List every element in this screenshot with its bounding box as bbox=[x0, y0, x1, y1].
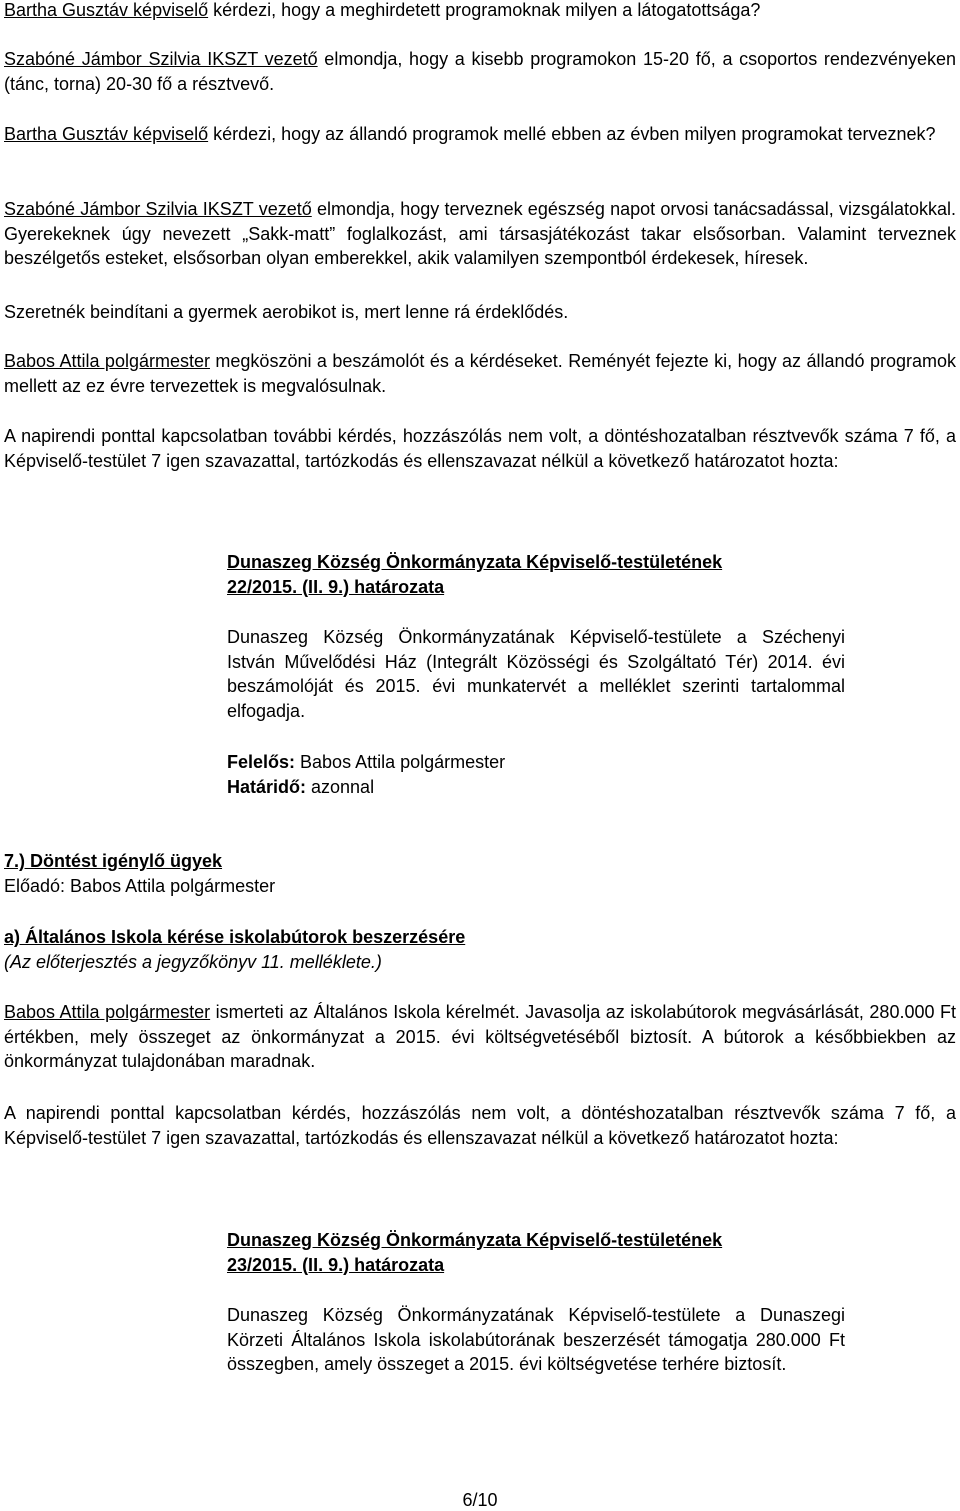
paragraph-text: ismerteti az Általános Iskola kérelmét. Javasolja az iskolabútorok megvásárlását, 280.000 Ft értékben, mely összeget az önkormányzat a 2015. évi költségvetéséből biztosít. A bútorok a későbbiekben az önkormányzat tulajdonában maradnak. bbox=[4, 1002, 956, 1071]
section-7-heading bbox=[4, 849, 956, 874]
paragraph-text: Szeretnék beindítani a gyermek aerobikot is, mert lenne rá érdeklődés. bbox=[4, 302, 569, 322]
paragraph-text: kérdezi, hogy a meghirdetett programoknak milyen a látogatottsága? bbox=[208, 0, 761, 20]
vote-statement-2: A napirendi ponttal kapcsolatban kérdés, hozzászólás nem volt, a döntéshozatalban résztvevők száma 7 fő, a Képviselő-testület 7 igen szavazattal, tartózkodás és ellenszavazat nélkül a következő határozatot hozta: bbox=[4, 1103, 956, 1148]
paragraph-text: kérdezi, hogy az állandó programok mellé ebben az évben milyen programokat terveznek? bbox=[208, 124, 936, 144]
responsible-value: Babos Attila polgármester bbox=[295, 752, 506, 772]
resolution-responsible bbox=[227, 750, 845, 775]
answer-programs bbox=[4, 197, 956, 271]
paragraph-text: megköszöni a beszámolót és a kérdéseket. Reményét fejezte ki, hogy az állandó programok mellett az ez évre tervezettek is megvalósulnak. bbox=[4, 351, 956, 396]
speaker-name: Bartha Gusztáv képviselő bbox=[4, 0, 209, 20]
resolution-body-1: Dunaszeg Község Önkormányzatának Képviselő-testülete a Széchenyi István Művelődési Ház (Integrált Közösségi és Szolgáltató Tér) 2014. évi beszámolóját és 2015. évi munkatervét a melléklet szerinti tartalommal elfogadja. bbox=[227, 627, 845, 721]
resolution-body-2: Dunaszeg Község Önkormányzatának Képviselő-testülete a Dunaszegi Körzeti Általános Iskola iskolabútorának beszerzését támogatja 280.000 Ft összegben, amely összeget a 2015. évi költségvetése terhére biztosít. bbox=[227, 1305, 845, 1374]
resolution-title-1 bbox=[227, 550, 845, 599]
resolution-heading: Dunaszeg Község Önkormányzata Képviselő-testületének bbox=[227, 552, 723, 572]
section-7-presenter: Előadó: Babos Attila polgármester bbox=[4, 876, 276, 896]
resolution-heading: Dunaszeg Község Önkormányzata Képviselő-testületének bbox=[227, 1230, 723, 1250]
resolution-title-2 bbox=[227, 1228, 845, 1277]
speaker-name: Szabóné Jámbor Szilvia IKSZT vezető bbox=[4, 49, 318, 69]
mayor-thanks bbox=[4, 349, 956, 398]
mayor-intro bbox=[4, 1000, 956, 1074]
resolution-number: 22/2015. (II. 9.) határozata bbox=[227, 576, 445, 597]
speaker-name: Babos Attila polgármester bbox=[4, 351, 210, 371]
page-number: 6/10 bbox=[462, 1490, 498, 1510]
paragraph-text: elmondja, hogy terveznek egészség napot orvosi tanácsadással, vizsgálatokkal. Gyerekeknek úgy nevezett „Sakk-matt” foglalkozást, ami társasjátékozást takar elsősorban. Valamint terveznek beszélgetős esteket, elsősorban olyan emberekkel, akik valamilyen szempontból érdekesek, híresek. bbox=[4, 199, 956, 268]
question-programs bbox=[4, 122, 956, 147]
answer-visitors bbox=[4, 47, 956, 96]
paragraph-text: elmondja, hogy a kisebb programokon 15-20 fő, a csoportos rendezvényeken (tánc, torna) 20-30 fő a résztvevő. bbox=[4, 49, 956, 94]
section-heading: 7.) Döntést igénylő ügyek bbox=[4, 851, 223, 871]
resolution-number: 23/2015. (II. 9.) határozata bbox=[227, 1254, 445, 1275]
deadline-label: Határidő: bbox=[227, 777, 307, 797]
responsible-label: Felelős: bbox=[227, 752, 296, 772]
speaker-name: Szabóné Jámbor Szilvia IKSZT vezető bbox=[4, 199, 312, 219]
speaker-name: Babos Attila polgármester bbox=[4, 1002, 211, 1022]
vote-statement-1: A napirendi ponttal kapcsolatban további kérdés, hozzászólás nem volt, a döntéshozatalban résztvevők száma 7 fő, a Képviselő-testület 7 igen szavazattal, tartózkodás és ellenszavazat nélkül a következő határozatot hozta: bbox=[4, 426, 956, 471]
speaker-name: Bartha Gusztáv képviselő bbox=[4, 124, 209, 144]
item-heading: a) Általános Iskola kérése iskolabútorok beszerzésére bbox=[4, 927, 466, 947]
resolution-deadline bbox=[227, 775, 845, 800]
aerobic-plan bbox=[4, 300, 956, 325]
item-a-note: (Az előterjesztés a jegyzőkönyv 11. melléklete.) bbox=[4, 952, 382, 972]
deadline-value: azonnal bbox=[306, 777, 375, 797]
item-a-heading bbox=[4, 925, 956, 950]
question-visitors bbox=[4, 0, 956, 23]
